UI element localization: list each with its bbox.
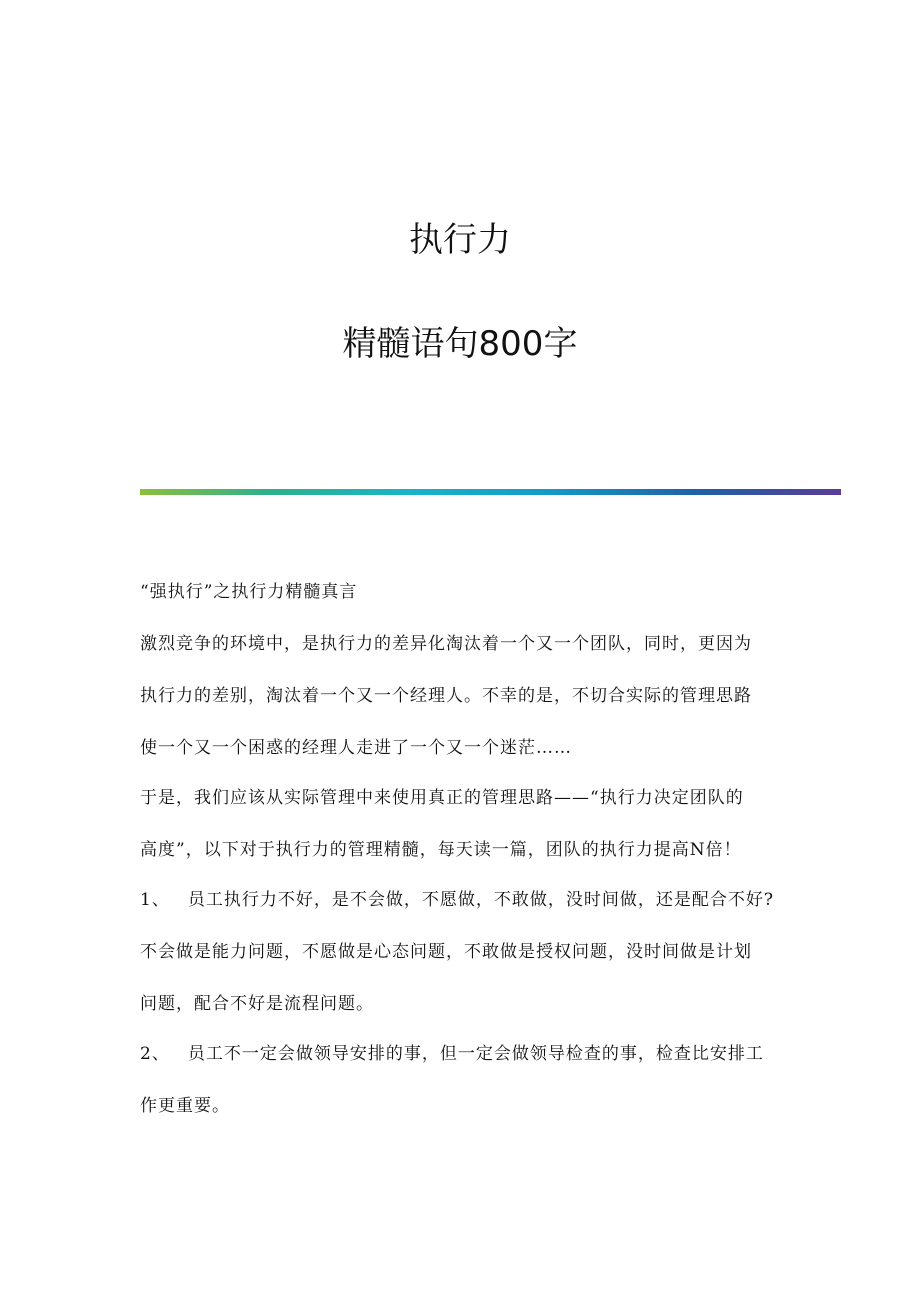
paragraph-intro [140,618,790,774]
paragraph-thesis [140,772,790,876]
paragraph-line: 于是，我们应该从实际管理中来使用真正的管理思路——“执行力决定团队的 [140,788,744,808]
section-heading-text: “强执行”之执行力精髓真言 [140,582,358,602]
section-heading [140,566,790,618]
list-item-line [140,1028,790,1080]
list-item-line: 不会做是能力问题，不愿做是心态问题，不敢做是授权问题，没时间做是计划 [140,942,752,962]
gradient-divider [140,489,841,495]
list-item-line: 问题，配合不好是流程问题。 [140,994,374,1014]
paragraph-line: 执行力的差别，淘汰着一个又一个经理人。不幸的是，不切合实际的管理思路 [140,686,752,706]
paragraph-line: 激烈竞争的环境中，是执行力的差异化淘汰着一个又一个团队，同时，更因为 [140,634,752,654]
list-item-text: 员工执行力不好，是不会做，不愿做，不敢做，没时间做，还是配合不好? [187,890,774,910]
list-item-number: 2、 [140,1044,170,1064]
document-title: 执行力 [409,220,511,260]
list-item-number: 1、 [140,890,170,910]
list-item-1 [140,874,790,1030]
list-item-line: 作更重要。 [140,1096,230,1116]
list-item-text: 员工不一定会做领导安排的事，但一定会做领导检查的事，检查比安排工 [187,1044,764,1064]
list-item-line [140,874,790,926]
paragraph-line: 高度”，以下对于执行力的管理精髓，每天读一篇，团队的执行力提高N倍！ [140,840,742,860]
list-item-2 [140,1028,790,1132]
document-subtitle: 精髓语句800字 [342,324,578,364]
paragraph-line: 使一个又一个困惑的经理人走进了一个又一个迷茫…… [140,738,572,758]
